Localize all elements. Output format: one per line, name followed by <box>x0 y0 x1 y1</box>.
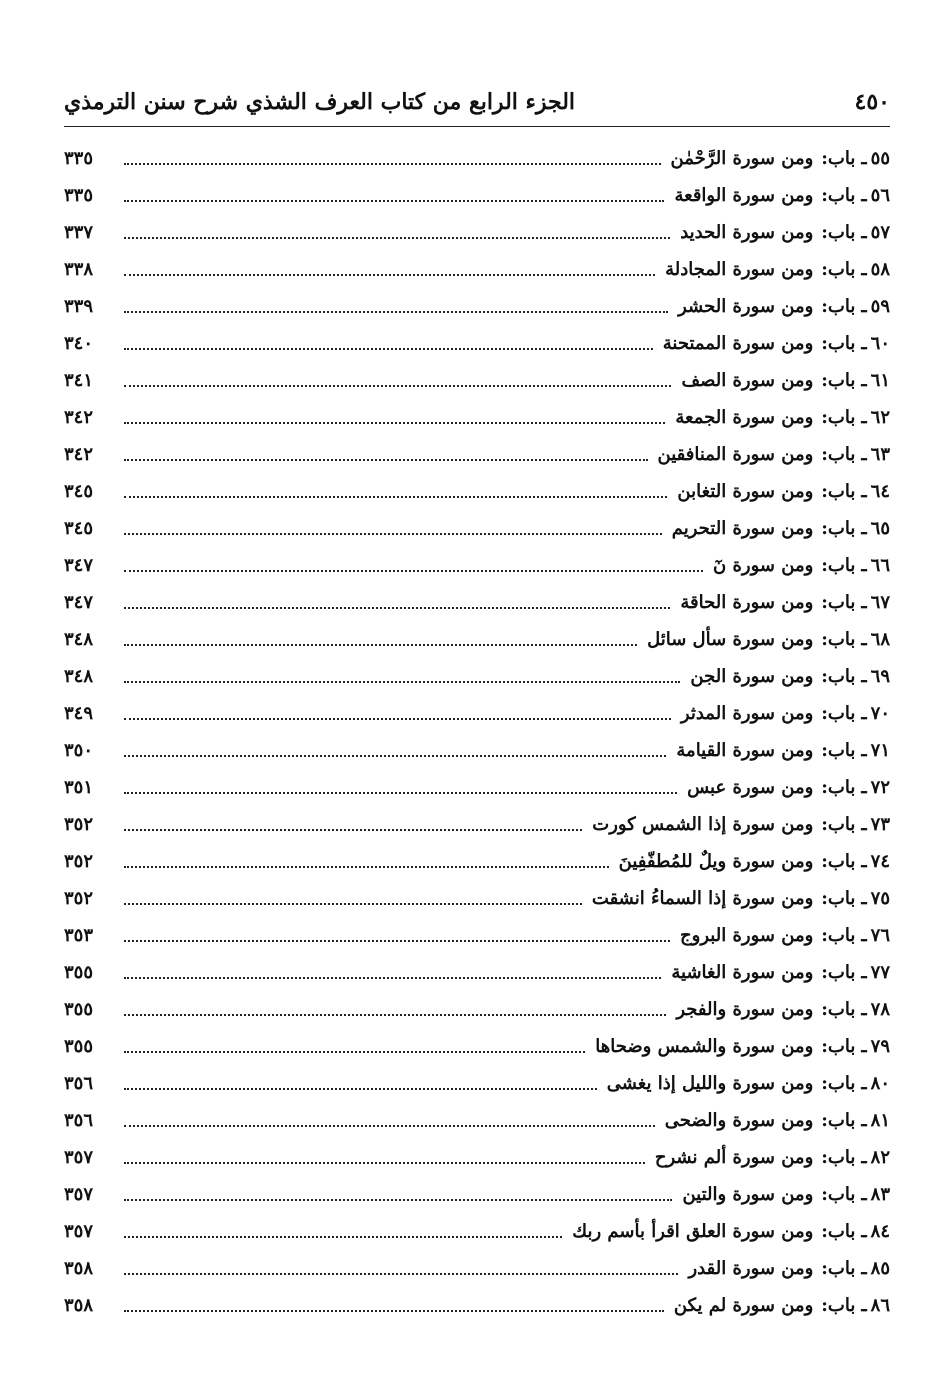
dot-leader <box>124 1296 664 1312</box>
entry-separator: ـ <box>861 925 867 946</box>
page-header <box>64 84 890 120</box>
dot-leader <box>124 260 655 276</box>
entry-separator: ـ <box>861 962 867 983</box>
toc-row <box>64 399 890 436</box>
dot-leader <box>124 1148 645 1164</box>
entry-page-number: ٣٤٧ <box>64 592 94 613</box>
toc-row <box>64 1028 890 1065</box>
entry-number: ٧٠ <box>870 703 890 724</box>
bab-label: باب: <box>821 1184 856 1205</box>
bab-label: باب: <box>821 1110 856 1131</box>
entry-separator: ـ <box>861 1221 867 1242</box>
entry-page-number: ٣٣٥ <box>64 185 94 206</box>
bab-label: باب: <box>821 925 856 946</box>
dot-leader <box>124 963 661 979</box>
toc-row <box>64 510 890 547</box>
dot-leader <box>124 704 671 720</box>
entry-page-number: ٣٤٢ <box>64 444 94 465</box>
entry-page-number: ٣٥٢ <box>64 814 94 835</box>
entry-separator: ـ <box>861 777 867 798</box>
entry-title: ومن سورة القدر <box>688 1258 814 1279</box>
bab-label: باب: <box>821 703 856 724</box>
entry-separator: ـ <box>861 1295 867 1316</box>
entry-number: ٦٨ <box>870 629 890 650</box>
entry-separator: ـ <box>861 1110 867 1131</box>
entry-page-number: ٣٥٣ <box>64 925 94 946</box>
entry-number: ٨٦ <box>870 1295 890 1316</box>
bab-label: باب: <box>821 592 856 613</box>
entry-number: ٨١ <box>870 1110 890 1131</box>
bab-label: باب: <box>821 333 856 354</box>
entry-page-number: ٣٣٥ <box>64 148 94 169</box>
entry-number: ٧٩ <box>870 1036 890 1057</box>
entry-title: ومن سورة الحاقة <box>680 592 814 613</box>
bab-label: باب: <box>821 851 856 872</box>
entry-page-number: ٣٤٨ <box>64 666 94 687</box>
entry-separator: ـ <box>861 814 867 835</box>
entry-page-number: ٣٤٥ <box>64 518 94 539</box>
entry-separator: ـ <box>861 1036 867 1057</box>
bab-label: باب: <box>821 999 856 1020</box>
entry-title: ومن سورة الحشر <box>678 296 814 317</box>
bab-label: باب: <box>821 1258 856 1279</box>
entry-number: ٧٦ <box>870 925 890 946</box>
toc-row <box>64 806 890 843</box>
entry-number: ٥٧ <box>870 222 890 243</box>
dot-leader <box>124 593 670 609</box>
toc-row <box>64 1213 890 1250</box>
entry-separator: ـ <box>861 481 867 502</box>
entry-separator: ـ <box>861 444 867 465</box>
entry-page-number: ٣٥٦ <box>64 1073 94 1094</box>
entry-separator: ـ <box>861 1184 867 1205</box>
bab-label: باب: <box>821 1295 856 1316</box>
entry-page-number: ٣٣٩ <box>64 296 94 317</box>
entry-number: ٦٦ <box>870 555 890 576</box>
entry-page-number: ٣٥٨ <box>64 1258 94 1279</box>
entry-page-number: ٣٤٢ <box>64 407 94 428</box>
table-of-contents <box>64 140 890 1324</box>
header-rule <box>64 126 890 127</box>
toc-row <box>64 843 890 880</box>
entry-number: ٨٤ <box>870 1221 890 1242</box>
entry-number: ٧٤ <box>870 851 890 872</box>
bab-label: باب: <box>821 259 856 280</box>
entry-title: ومن سورة القيامة <box>676 740 814 761</box>
entry-title: ومن سورة العلق اقرأ بأسم ربك <box>572 1221 814 1242</box>
toc-row <box>64 214 890 251</box>
toc-row <box>64 1287 890 1324</box>
running-title: الجزء الرابع من كتاب العرف الشذي شرح سنن الترمذي <box>64 89 576 115</box>
entry-separator: ـ <box>861 185 867 206</box>
entry-number: ٥٨ <box>870 259 890 280</box>
bab-label: باب: <box>821 370 856 391</box>
entry-number: ٧٨ <box>870 999 890 1020</box>
toc-row <box>64 1102 890 1139</box>
bab-label: باب: <box>821 777 856 798</box>
bab-label: باب: <box>821 888 856 909</box>
dot-leader <box>124 223 670 239</box>
entry-title: ومن سورة والضحى <box>664 1110 814 1131</box>
bab-label: باب: <box>821 1073 856 1094</box>
dot-leader <box>124 926 670 942</box>
entry-title: ومن سورة لم يكن <box>673 1295 814 1316</box>
toc-row <box>64 436 890 473</box>
toc-row <box>64 769 890 806</box>
toc-row <box>64 325 890 362</box>
toc-row <box>64 658 890 695</box>
dot-leader <box>124 1074 597 1090</box>
bab-label: باب: <box>821 1147 856 1168</box>
bab-label: باب: <box>821 666 856 687</box>
entry-page-number: ٣٤٩ <box>64 703 94 724</box>
entry-separator: ـ <box>861 1147 867 1168</box>
dot-leader <box>124 852 609 868</box>
dot-leader <box>124 519 662 535</box>
entry-separator: ـ <box>861 222 867 243</box>
entry-number: ٧٣ <box>870 814 890 835</box>
toc-row <box>64 954 890 991</box>
entry-title: ومن سورة عبس <box>687 777 814 798</box>
dot-leader <box>124 741 666 757</box>
dot-leader <box>124 186 664 202</box>
bab-label: باب: <box>821 814 856 835</box>
toc-row <box>64 473 890 510</box>
entry-separator: ـ <box>861 703 867 724</box>
entry-separator: ـ <box>861 370 867 391</box>
entry-title: ومن سورة التغابن <box>677 481 814 502</box>
dot-leader <box>124 1222 562 1238</box>
entry-title: ومن سورة والليل إذا يغشى <box>606 1073 814 1094</box>
entry-separator: ـ <box>861 518 867 539</box>
dot-leader <box>124 371 671 387</box>
entry-page-number: ٣٤٠ <box>64 333 94 354</box>
dot-leader <box>124 1037 585 1053</box>
entry-separator: ـ <box>861 333 867 354</box>
dot-leader <box>124 815 582 831</box>
entry-title: ومن سورة الجن <box>690 666 814 687</box>
entry-title: ومن سورة إذا الشمس كورت <box>592 814 814 835</box>
entry-title: ومن سورة والشمس وضحاها <box>595 1036 814 1057</box>
bab-label: باب: <box>821 148 856 169</box>
entry-page-number: ٣٥٦ <box>64 1110 94 1131</box>
toc-row <box>64 547 890 584</box>
toc-row <box>64 621 890 658</box>
dot-leader <box>124 1000 666 1016</box>
entry-number: ٥٥ <box>870 148 890 169</box>
entry-title: ومن سورة ألم نشرح <box>654 1147 814 1168</box>
entry-title: ومن سورة الغاشية <box>671 962 814 983</box>
dot-leader <box>124 334 653 350</box>
entry-title: ومن سورة الممتحنة <box>662 333 814 354</box>
dot-leader <box>124 297 668 313</box>
toc-row <box>64 177 890 214</box>
entry-number: ٧٥ <box>870 888 890 909</box>
entry-page-number: ٣٥٠ <box>64 740 94 761</box>
dot-leader <box>124 556 703 572</box>
dot-leader <box>124 889 582 905</box>
entry-page-number: ٣٤٧ <box>64 555 94 576</box>
dot-leader <box>124 1185 672 1201</box>
dot-leader <box>124 778 677 794</box>
entry-separator: ـ <box>861 666 867 687</box>
entry-number: ٨٣ <box>870 1184 890 1205</box>
entry-separator: ـ <box>861 296 867 317</box>
entry-title: ومن سورة الواقعة <box>674 185 814 206</box>
toc-row <box>64 695 890 732</box>
entry-page-number: ٣٥٧ <box>64 1184 94 1205</box>
entry-number: ٦١ <box>870 370 890 391</box>
entry-page-number: ٣٥٢ <box>64 851 94 872</box>
entry-separator: ـ <box>861 629 867 650</box>
dot-leader <box>124 1111 655 1127</box>
toc-row <box>64 1065 890 1102</box>
entry-title: ومن سورة المنافقين <box>657 444 814 465</box>
bab-label: باب: <box>821 185 856 206</box>
entry-page-number: ٣٥٥ <box>64 962 94 983</box>
entry-number: ٦٣ <box>870 444 890 465</box>
entry-separator: ـ <box>861 259 867 280</box>
entry-number: ٨٠ <box>870 1073 890 1094</box>
entry-number: ٥٦ <box>870 185 890 206</box>
entry-page-number: ٣٣٨ <box>64 259 94 280</box>
entry-separator: ـ <box>861 1073 867 1094</box>
dot-leader <box>124 482 667 498</box>
bab-label: باب: <box>821 481 856 502</box>
toc-row <box>64 362 890 399</box>
entry-separator: ـ <box>861 148 867 169</box>
entry-separator: ـ <box>861 888 867 909</box>
entry-separator: ـ <box>861 740 867 761</box>
bab-label: باب: <box>821 518 856 539</box>
entry-page-number: ٣٥٧ <box>64 1147 94 1168</box>
entry-title: ومن سورة الرَّحْمٰن <box>670 148 814 169</box>
entry-title: ومن سورة الجمعة <box>675 407 814 428</box>
entry-number: ٧٢ <box>870 777 890 798</box>
entry-title: ومن سورة ويلٌ للمُطفّفِينَ <box>618 851 814 872</box>
toc-row <box>64 584 890 621</box>
entry-separator: ـ <box>861 592 867 613</box>
entry-title: ومن سورة البروج <box>680 925 814 946</box>
toc-row <box>64 1139 890 1176</box>
bab-label: باب: <box>821 1221 856 1242</box>
dot-leader <box>124 149 661 165</box>
entry-page-number: ٣٥٢ <box>64 888 94 909</box>
entry-title: ومن سورة سأل سائل <box>647 629 814 650</box>
entry-number: ٨٥ <box>870 1258 890 1279</box>
entry-page-number: ٣٣٧ <box>64 222 94 243</box>
entry-page-number: ٣٥٥ <box>64 1036 94 1057</box>
entry-title: ومن سورة المدثر <box>680 703 814 724</box>
entry-number: ٧١ <box>870 740 890 761</box>
entry-separator: ـ <box>861 999 867 1020</box>
entry-number: ٥٩ <box>870 296 890 317</box>
dot-leader <box>124 408 665 424</box>
toc-row <box>64 991 890 1028</box>
entry-page-number: ٣٤٥ <box>64 481 94 502</box>
dot-leader <box>124 667 680 683</box>
bab-label: باب: <box>821 629 856 650</box>
toc-row <box>64 732 890 769</box>
entry-page-number: ٣٥٧ <box>64 1221 94 1242</box>
entry-title: ومن سورة الصف <box>681 370 814 391</box>
bab-label: باب: <box>821 222 856 243</box>
entry-page-number: ٣٤٨ <box>64 629 94 650</box>
bab-label: باب: <box>821 407 856 428</box>
toc-row <box>64 140 890 177</box>
entry-title: ومن سورة المجادلة <box>665 259 814 280</box>
toc-row <box>64 1176 890 1213</box>
entry-number: ٦٥ <box>870 518 890 539</box>
entry-separator: ـ <box>861 851 867 872</box>
dot-leader <box>124 445 648 461</box>
bab-label: باب: <box>821 444 856 465</box>
bab-label: باب: <box>821 962 856 983</box>
toc-row <box>64 880 890 917</box>
entry-page-number: ٣٥٨ <box>64 1295 94 1316</box>
bab-label: باب: <box>821 1036 856 1057</box>
entry-number: ٧٧ <box>870 962 890 983</box>
bab-label: باب: <box>821 740 856 761</box>
entry-page-number: ٣٥٥ <box>64 999 94 1020</box>
toc-row <box>64 917 890 954</box>
entry-title: ومن سورة الحديد <box>680 222 814 243</box>
dot-leader <box>124 630 637 646</box>
entry-title: ومن سورة والتين <box>682 1184 814 1205</box>
entry-number: ٦٤ <box>870 481 890 502</box>
entry-number: ٦٩ <box>870 666 890 687</box>
bab-label: باب: <box>821 555 856 576</box>
entry-title: ومن سورة التحريم <box>671 518 814 539</box>
entry-separator: ـ <box>861 407 867 428</box>
entry-number: ٦٧ <box>870 592 890 613</box>
entry-page-number: ٣٤١ <box>64 370 94 391</box>
entry-number: ٦٢ <box>870 407 890 428</box>
entry-separator: ـ <box>861 555 867 576</box>
entry-page-number: ٣٥١ <box>64 777 94 798</box>
entry-number: ٨٢ <box>870 1147 890 1168</box>
toc-row <box>64 1250 890 1287</box>
entry-title: ومن سورة والفجر <box>676 999 814 1020</box>
bab-label: باب: <box>821 296 856 317</box>
toc-row <box>64 288 890 325</box>
toc-row <box>64 251 890 288</box>
page-number: ٤٥٠ <box>854 89 890 115</box>
entry-title: ومن سورة نٓ <box>712 555 814 576</box>
entry-separator: ـ <box>861 1258 867 1279</box>
dot-leader <box>124 1259 678 1275</box>
entry-number: ٦٠ <box>870 333 890 354</box>
entry-title: ومن سورة إذا السماءُ انشقت <box>591 888 814 909</box>
